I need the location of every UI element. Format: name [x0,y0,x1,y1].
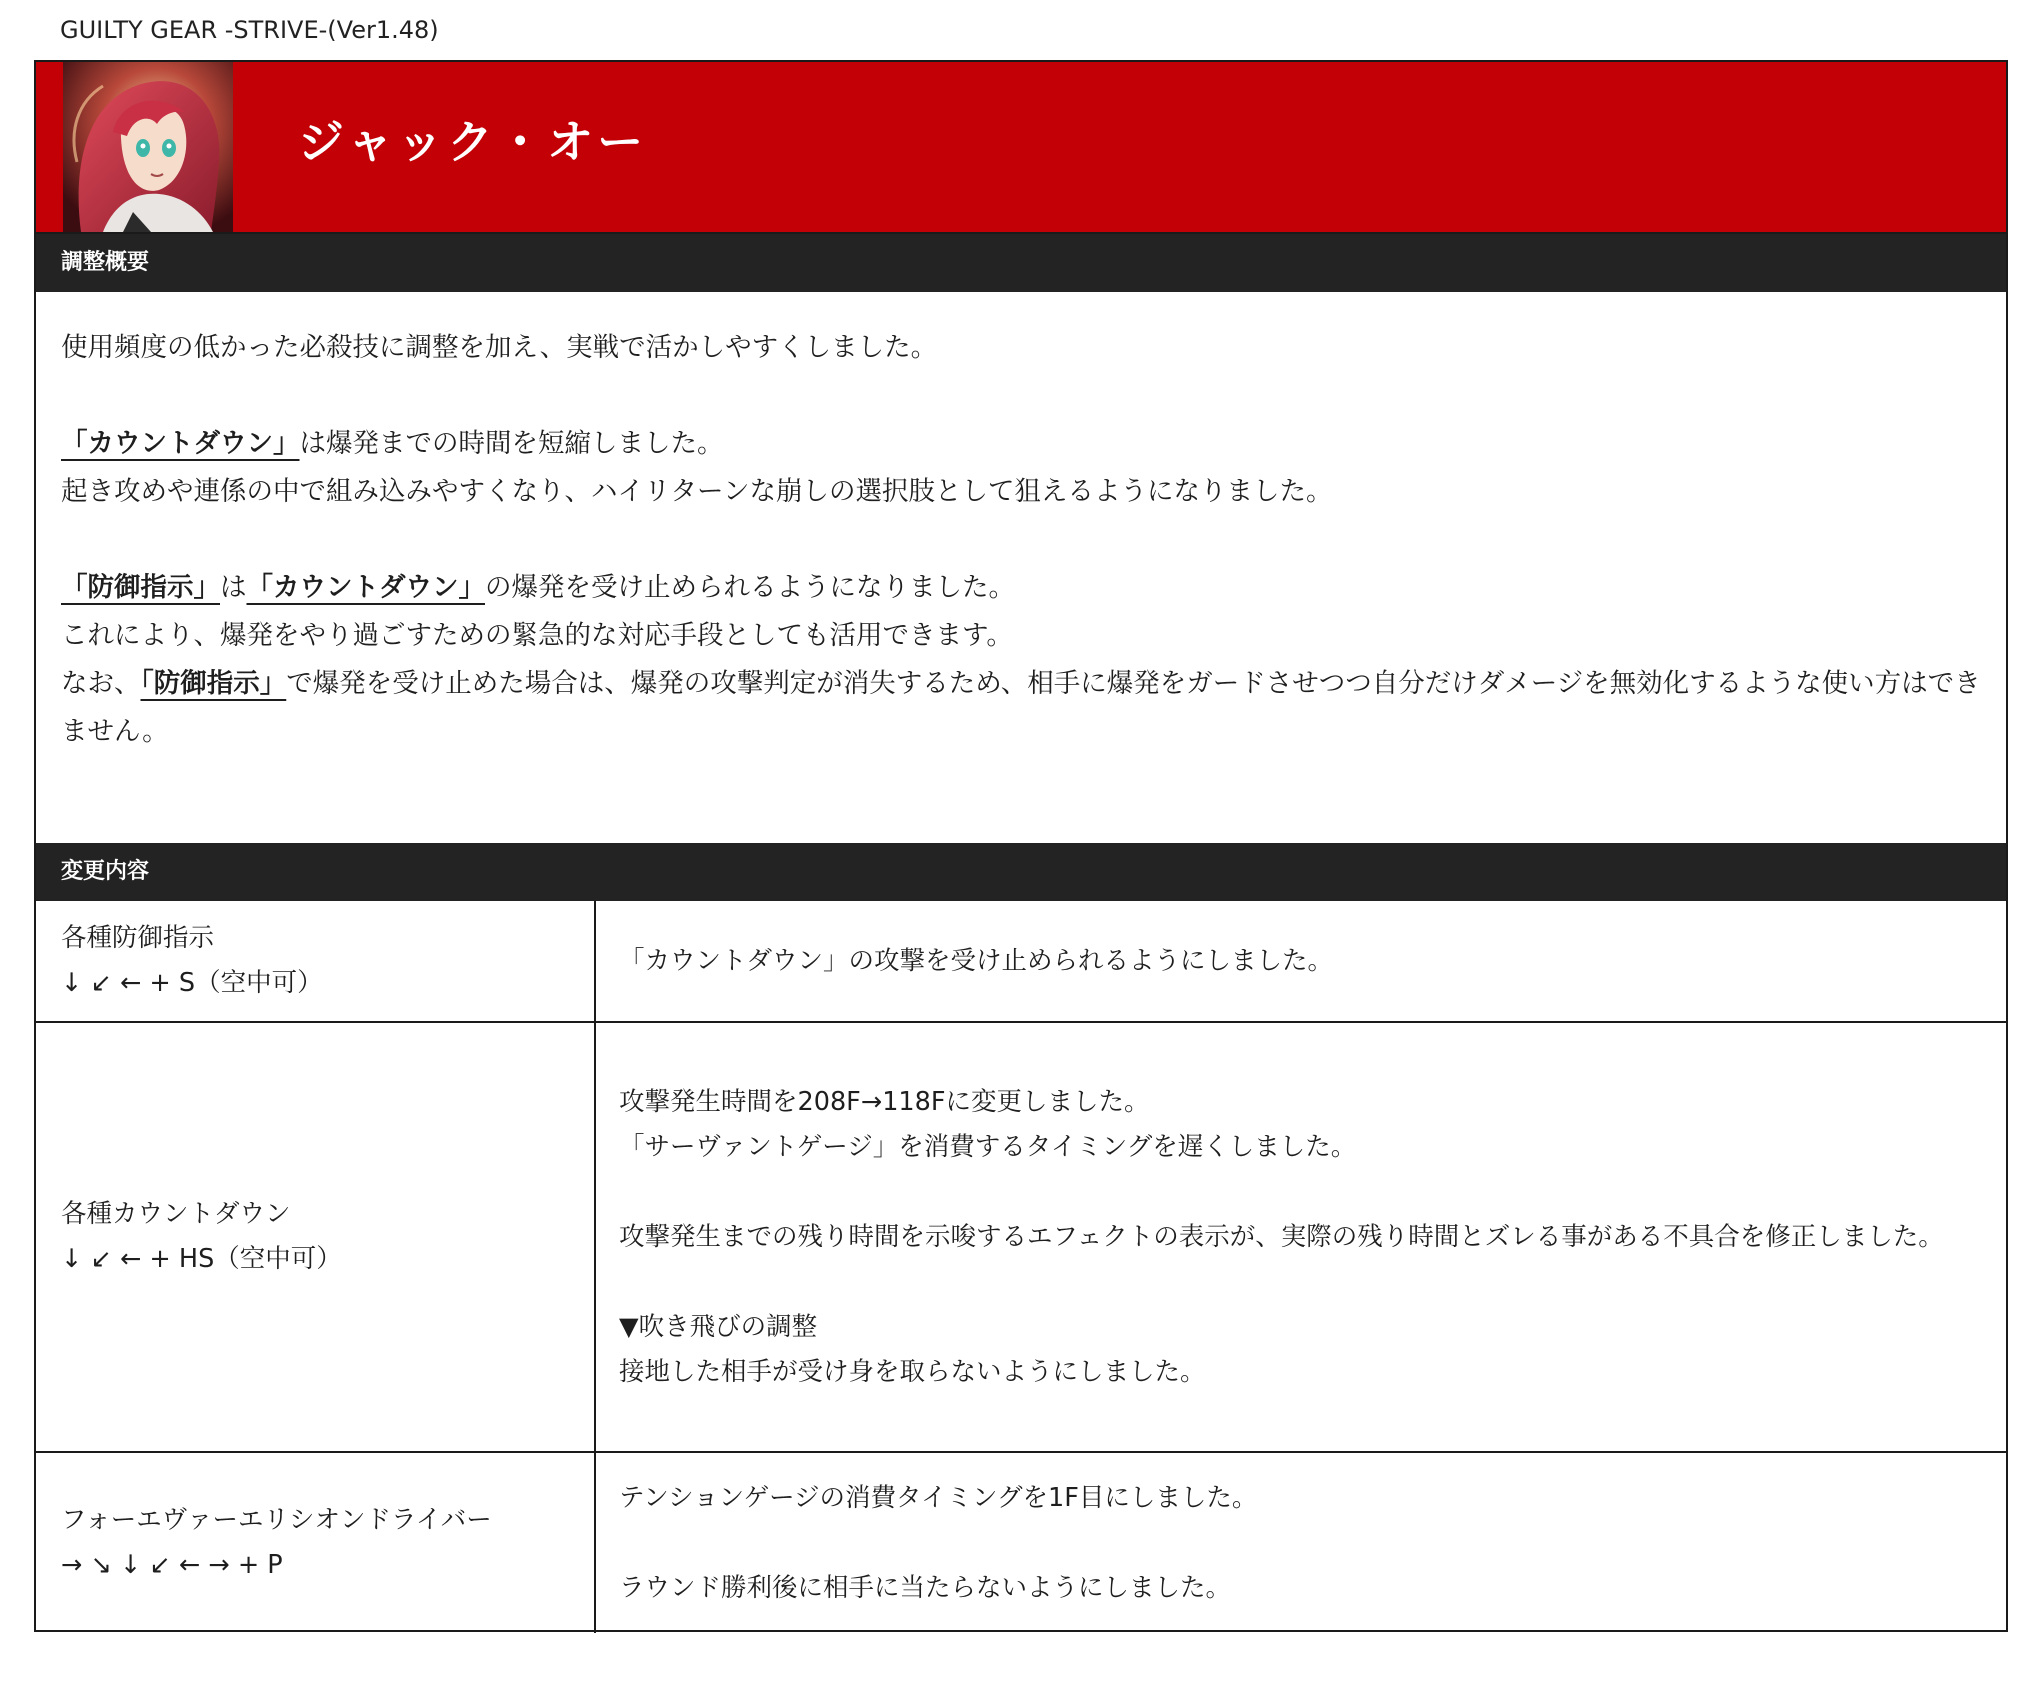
change-line: 攻撃発生時間を208F→118Fに変更しました。 [619,1086,1150,1117]
move-cell [36,901,595,1022]
summary-paragraph: 使用頻度の低かった必殺技に調整を加え、実戦で活かしやすくしました。 [61,332,938,363]
changes-table [36,901,2006,1633]
game-version-title: GUILTY GEAR -STRIVE-(Ver1.48) [60,16,439,44]
change-detail-cell [595,1452,2006,1633]
defense-order-reference: 「防御指示」 [140,668,287,699]
move-cell [36,1022,595,1452]
change-detail-cell [595,901,2006,1022]
table-row [36,1022,2006,1452]
patch-notes-card [34,60,2008,1632]
defense-order-reference: 「防御指示」 [61,572,220,603]
summary-heading: 調整概要 [36,234,2006,292]
move-name: フォーエヴァーエリシオンドライバー [61,1505,492,1535]
summary-paragraph [61,660,2001,756]
summary-paragraph: 起き攻めや連係の中で組み込みやすくなり、ハイリターンな崩しの選択肢として狙えるようになりました。 [61,476,1333,507]
summary-text: は爆発までの時間を短縮しました。 [299,428,724,459]
summary-paragraph [61,564,2001,612]
character-portrait-icon [63,62,233,232]
changes-heading: 変更内容 [36,843,2006,901]
countdown-reference: 「カウントダウン」 [246,572,485,603]
change-line: テンションゲージの消費タイミングを1F目にしました。 [619,1482,1258,1513]
summary-paragraph [61,420,2001,468]
move-name: 各種カウントダウン [61,1199,291,1229]
summary-text: は [220,572,247,603]
change-line: ラウンド勝利後に相手に当たらないようにしました。 [619,1572,1232,1603]
change-line: 接地した相手が受け身を取らないようにしました。 [619,1356,1206,1387]
move-name: 各種防御指示 [61,923,215,953]
summary-text: なお、 [61,668,141,699]
change-line: 「サーヴァントゲージ」を消費するタイミングを遅くしました。 [619,1131,1357,1162]
change-detail-cell [595,1022,2006,1452]
character-name: ジャック・オー [298,115,648,169]
summary-body [61,324,2001,756]
move-command: ↓ ↙ ← + HS（空中可） [61,1244,342,1274]
change-line: 「カウントダウン」の攻撃を受け止められるようにしました。 [619,945,1334,976]
move-command: ↓ ↙ ← + S（空中可） [61,968,323,998]
countdown-reference: 「カウントダウン」 [61,428,300,459]
change-subheading: ▼吹き飛びの調整 [619,1311,818,1342]
table-row [36,1452,2006,1633]
move-command: → ↘ ↓ ↙ ← → + P [61,1550,283,1580]
summary-text: で爆発を受け止めた場合は、爆発の攻撃判定が消失するため、相手に爆発をガードさせつつ自分だけダメージを無効化するような使い方はできません。 [61,668,1981,747]
change-line: 攻撃発生までの残り時間を示唆するエフェクトの表示が、実際の残り時間とズレる事がある不具合を修正しました。 [619,1221,1944,1252]
table-row [36,901,2006,1022]
move-cell [36,1452,595,1633]
summary-paragraph: これにより、爆発をやり過ごすための緊急的な対応手段としても活用できます。 [61,620,1013,651]
summary-text: の爆発を受け止められるようになりました。 [485,572,1015,603]
character-banner [36,62,2006,234]
